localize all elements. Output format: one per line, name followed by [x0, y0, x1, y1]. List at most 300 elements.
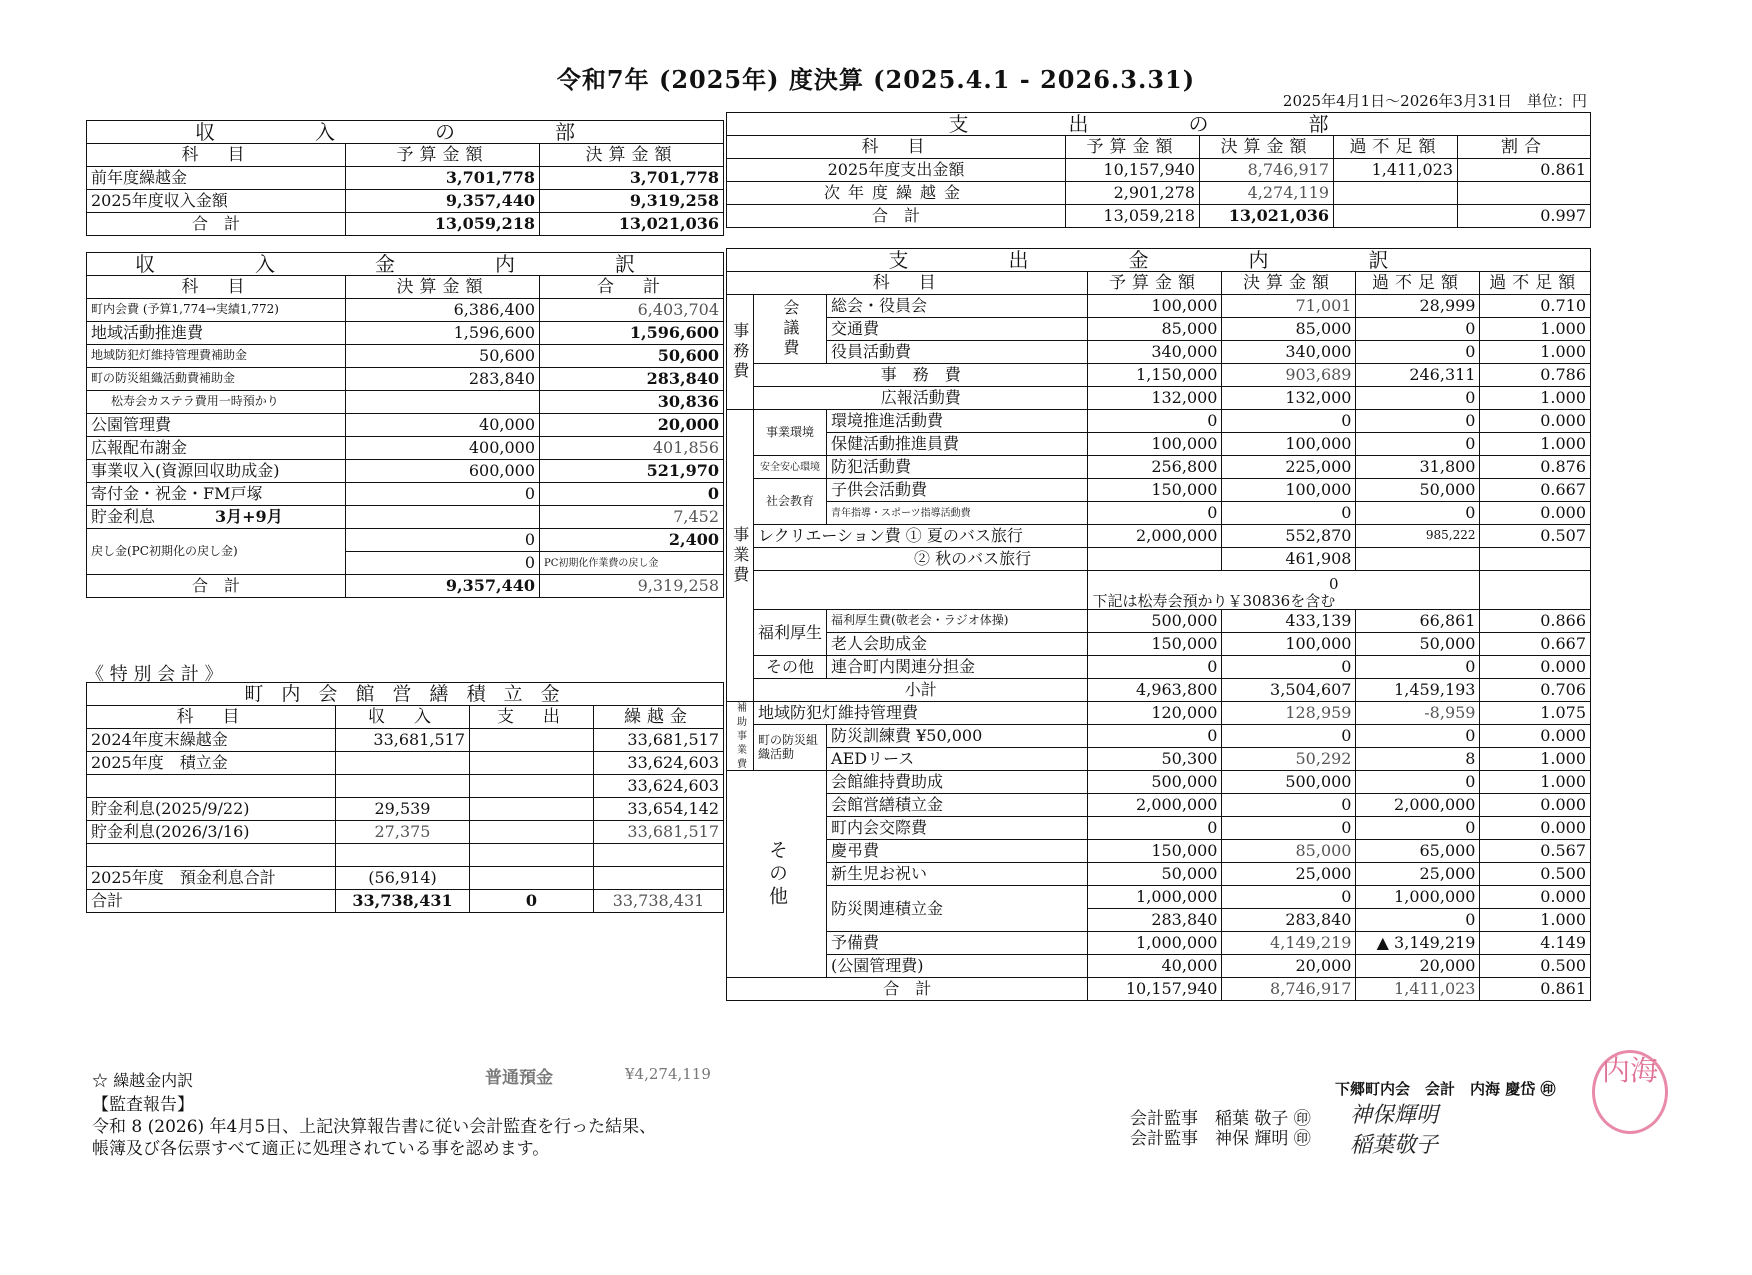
cell-value: 33,738,431 — [336, 890, 470, 913]
cell-label: AEDリース — [827, 748, 1088, 771]
cell-value: 600,000 — [346, 460, 540, 483]
cell-label: 青年指導・スポーツ指導活動費 — [827, 502, 1088, 525]
cell-value: 50,292 — [1222, 748, 1356, 771]
cell-label: 2025年度支出金額 — [727, 159, 1066, 182]
table-row — [87, 798, 724, 821]
cell-value: 1.000 — [1480, 748, 1591, 771]
cell-label: 貯金利息(2025/9/22) — [87, 798, 336, 821]
table-row — [87, 391, 724, 414]
cell-value: 10,157,940 — [1066, 159, 1200, 182]
page-title: 令和7年 (2025年) 度決算 (2025.4.1 - 2026.3.31) — [556, 65, 1196, 94]
table-row — [727, 182, 1591, 205]
cell-value: 0.861 — [1458, 159, 1591, 182]
table-row — [727, 571, 1591, 610]
cell-label: 松寿会カステラ費用一時預かり — [87, 391, 346, 414]
table-row — [87, 460, 724, 483]
cell-value: 1,411,023 — [1356, 978, 1480, 1001]
cell-label: 寄付金・祝金・FM戸塚 — [87, 483, 346, 506]
cell-value: 0.000 — [1480, 656, 1591, 679]
col-header: 予算金額 — [1088, 272, 1222, 295]
cell-label: 公園管理費 — [87, 414, 346, 437]
cell-value: 100,000 — [1222, 433, 1356, 456]
cell-value — [470, 752, 594, 775]
table-row — [87, 368, 724, 391]
table-row — [727, 525, 1591, 548]
cell-value: 0 — [1328, 575, 1339, 593]
cell-value: 4,963,800 — [1088, 679, 1222, 702]
cell-value — [1088, 548, 1222, 571]
table-row — [727, 633, 1591, 656]
cell-value: 50,600 — [346, 345, 540, 368]
cell-value: 50,000 — [1356, 479, 1480, 502]
cell-value: 0 — [1356, 502, 1480, 525]
category-label: 福利厚生 — [754, 610, 827, 656]
cell-value: 1,459,193 — [1356, 679, 1480, 702]
cell-value: 0.861 — [1480, 978, 1591, 1001]
cell-value: 1.000 — [1480, 341, 1591, 364]
table-row — [727, 502, 1591, 525]
cell-value: 85,000 — [1222, 318, 1356, 341]
cell-value: 9,357,440 — [346, 190, 540, 213]
table-row — [87, 821, 724, 844]
cell-value: 13,059,218 — [1066, 205, 1200, 228]
auditor1-signature: 会計監事 稲葉 敬子 ㊞ — [1130, 1109, 1311, 1129]
table-row — [727, 725, 1591, 748]
cell-value — [336, 844, 470, 867]
expense-detail-table — [726, 248, 1591, 1001]
cell-label: 防災訓練費 ¥50,000 — [827, 725, 1088, 748]
cell-label: 子供会活動費 — [827, 479, 1088, 502]
cell-label: 連合町内関連分担金 — [827, 656, 1088, 679]
cell-value: 150,000 — [1088, 479, 1222, 502]
cell-value: 2,400 — [540, 529, 724, 552]
audit-line2: 帳簿及び各伝票すべて適正に処理されている事を認めます。 — [92, 1139, 550, 1159]
cell-value: 340,000 — [1088, 341, 1222, 364]
interest-note: 3月+9月 — [215, 507, 283, 527]
cell-label: 地域活動推進費 — [87, 322, 346, 345]
special-heading: 《 特 別 会 計 》 — [86, 664, 223, 685]
table-row — [87, 414, 724, 437]
cell-value: 500,000 — [1088, 610, 1222, 633]
table-row — [727, 205, 1591, 228]
col-header: 予算金額 — [346, 144, 540, 167]
cell-label: 戻し金(PC初期化の戻し金) — [87, 529, 346, 575]
cell-value: 0 — [1356, 909, 1480, 932]
cell-value: 401,856 — [540, 437, 724, 460]
cell-value — [470, 867, 594, 890]
table-row — [727, 295, 1591, 318]
cell-value: 0 — [1356, 725, 1480, 748]
cell-value: 0.500 — [1480, 863, 1591, 886]
cell-value: ▲ 3,149,219 — [1356, 932, 1480, 955]
cell-value: 33,681,517 — [594, 729, 724, 752]
cell-label: 新生児お祝い — [827, 863, 1088, 886]
cell-label: 前年度繰越金 — [87, 167, 346, 190]
table-row — [727, 702, 1591, 725]
cell-label: レクリエーション費 ① 夏のバス旅行 — [754, 525, 1088, 548]
cell-label: 2025年度 積立金 — [87, 752, 336, 775]
cell-label: 防災関連積立金 — [827, 886, 1088, 932]
cell-label: 2025年度 預金利息合計 — [87, 867, 336, 890]
cell-value: 150,000 — [1088, 633, 1222, 656]
cell-label: 2025年度収入金額 — [87, 190, 346, 213]
category-label: その他 — [727, 771, 827, 978]
cell-value: 85,000 — [1088, 318, 1222, 341]
cell-value — [336, 775, 470, 798]
table-row — [87, 167, 724, 190]
cell-value: 28,999 — [1356, 295, 1480, 318]
table-row — [727, 387, 1591, 410]
cell-value: 0 — [1222, 502, 1356, 525]
cell-value: 150,000 — [1088, 840, 1222, 863]
cell-value: 0 — [1222, 794, 1356, 817]
cell-value: 9,319,258 — [540, 575, 724, 598]
cell-value: 400,000 — [346, 437, 540, 460]
table-row — [727, 456, 1591, 479]
table-row — [727, 840, 1591, 863]
cell-value — [346, 391, 540, 414]
income-detail-heading: 収 入 金 内 訳 — [87, 253, 724, 276]
col-header: 科 目 — [87, 276, 346, 299]
cell-value: 30,836 — [540, 391, 724, 414]
cell-value: 1,000,000 — [1088, 886, 1222, 909]
auditor2-signature: 会計監事 神保 輝明 ㊞ — [1130, 1129, 1311, 1149]
table-row — [87, 437, 724, 460]
cell-value: 0.500 — [1480, 955, 1591, 978]
col-header: 科 目 — [87, 706, 336, 729]
cell-label: 会館維持費助成 — [827, 771, 1088, 794]
cell-label: (公園管理費) — [827, 955, 1088, 978]
cell-value: 0 — [346, 483, 540, 506]
cell-value: 33,624,603 — [594, 752, 724, 775]
cell-value: 13,021,036 — [1200, 205, 1334, 228]
cell-value: 0 — [1356, 433, 1480, 456]
table-row — [727, 479, 1591, 502]
col-header: 科 目 — [727, 272, 1088, 295]
cell-label: 交通費 — [827, 318, 1088, 341]
cell-value: (56,914) — [336, 867, 470, 890]
cell-value: 2,000,000 — [1088, 794, 1222, 817]
expense-summary-table — [726, 112, 1591, 228]
table-row — [727, 364, 1591, 387]
cell-value: 0 — [1356, 341, 1480, 364]
table-row — [727, 794, 1591, 817]
cell-label — [754, 571, 1088, 610]
cell-value — [594, 844, 724, 867]
cell-label: 合 計 — [87, 575, 346, 598]
cell-note: PC初期化作業費の戻し金 — [540, 552, 724, 575]
handwritten-signature: 神保輝明 — [1350, 1103, 1439, 1128]
col-header: 支 出 — [470, 706, 594, 729]
cell-value: 0.706 — [1480, 679, 1591, 702]
cell-label: 老人会助成金 — [827, 633, 1088, 656]
cell-value: 8,746,917 — [1222, 978, 1356, 1001]
cell-value: 1.000 — [1480, 771, 1591, 794]
special-table — [86, 682, 724, 913]
cell-value: 0 — [1222, 817, 1356, 840]
table-row — [727, 656, 1591, 679]
col-header: 繰越金 — [594, 706, 724, 729]
cell-value: 4,274,119 — [1200, 182, 1334, 205]
cell-label: 福利厚生費(敬老会・ラジオ体操) — [827, 610, 1088, 633]
cell-value — [594, 867, 724, 890]
cell-value: 0.866 — [1480, 610, 1591, 633]
cell-label: 事 務 費 — [754, 364, 1088, 387]
table-row — [727, 955, 1591, 978]
cell-value: 4,149,219 — [1222, 932, 1356, 955]
cell-value — [1356, 548, 1480, 571]
table-row — [87, 345, 724, 368]
table-row — [87, 322, 724, 345]
income-summary-table — [86, 120, 724, 236]
category-label: 安全安心環境 — [754, 456, 827, 479]
cell-value: 0.667 — [1480, 479, 1591, 502]
cell-label: 町の防災組織活動費補助金 — [87, 368, 346, 391]
table-row — [87, 867, 724, 890]
cell-value: 128,959 — [1222, 702, 1356, 725]
cell-value: 0 — [540, 483, 724, 506]
cell-value: 25,000 — [1222, 863, 1356, 886]
cell-value: 1,596,600 — [346, 322, 540, 345]
cell-label — [87, 844, 336, 867]
table-row — [87, 213, 724, 236]
cell-value: 3,504,607 — [1222, 679, 1356, 702]
cell-label — [87, 775, 336, 798]
cell-value: 2,000,000 — [1356, 794, 1480, 817]
cell-value: 33,738,431 — [594, 890, 724, 913]
cell-label: 会館営繕積立金 — [827, 794, 1088, 817]
table-row — [87, 299, 724, 322]
category-label: 事業環境 — [754, 410, 827, 456]
cell-value: 0.000 — [1480, 886, 1591, 909]
cell-value — [470, 821, 594, 844]
cell-value: 13,059,218 — [346, 213, 540, 236]
cell-value: 33,624,603 — [594, 775, 724, 798]
carryover-amount: ¥4,274,119 — [625, 1065, 711, 1083]
cell-value: 40,000 — [1088, 955, 1222, 978]
table-row — [727, 886, 1591, 909]
cell-value — [470, 729, 594, 752]
cell-value: 521,970 — [540, 460, 724, 483]
seal-stamp: 内海 — [1592, 1050, 1668, 1134]
special-subheading: 町 内 会 館 営 繕 積 立 金 — [87, 683, 724, 706]
cell-value — [1334, 182, 1458, 205]
cell-value: 2,000,000 — [1088, 525, 1222, 548]
cell-label: 小計 — [754, 679, 1088, 702]
cell-value: 100,000 — [1222, 479, 1356, 502]
cell-value — [1334, 205, 1458, 228]
cell-value: 4.149 — [1480, 932, 1591, 955]
cell-value: 1.000 — [1480, 433, 1591, 456]
cell-value: 31,800 — [1356, 456, 1480, 479]
period-unit: 2025年4月1日～2026年3月31日 単位：円 — [1282, 92, 1587, 110]
table-row — [87, 506, 724, 529]
cell-value: 0 — [1222, 410, 1356, 433]
cell-label: 防犯活動費 — [827, 456, 1088, 479]
cell-value: 0 — [1356, 387, 1480, 410]
table-row — [727, 318, 1591, 341]
cell-value: 0.000 — [1480, 794, 1591, 817]
cell-value: 461,908 — [1222, 548, 1356, 571]
cell-label: 2024年度末繰越金 — [87, 729, 336, 752]
category-label: 事業費 — [727, 410, 754, 702]
cell-value: 0 — [1088, 725, 1222, 748]
cell-label: 貯金利息 — [91, 507, 156, 527]
cell-value: 3,701,778 — [346, 167, 540, 190]
cell-value: 246,311 — [1356, 364, 1480, 387]
cell-value: 0 — [1356, 656, 1480, 679]
category-label: 町の防災組織活動 — [754, 725, 827, 771]
cell-value: 132,000 — [1222, 387, 1356, 410]
table-row — [87, 752, 724, 775]
cell-label: ② 秋のバス旅行 — [754, 548, 1088, 571]
audit-heading: 【監査報告】 — [92, 1095, 194, 1115]
cell-value: 552,870 — [1222, 525, 1356, 548]
audit-line1: 令和 8 (2026) 年4月5日、上記決算報告書に従い会計監査を行った結果、 — [92, 1117, 657, 1137]
cell-value: 0 — [346, 529, 540, 552]
carryover-label: ☆ 繰越金内訳 — [92, 1071, 194, 1090]
cell-value: 6,403,704 — [540, 299, 724, 322]
col-header: 割合 — [1458, 136, 1591, 159]
cell-value: 0 — [1088, 410, 1222, 433]
cell-value — [1458, 182, 1591, 205]
cell-value: 13,021,036 — [540, 213, 724, 236]
cell-value: 0.567 — [1480, 840, 1591, 863]
col-header: 科 目 — [87, 144, 346, 167]
cell-value: 0.000 — [1480, 817, 1591, 840]
cell-value: 40,000 — [346, 414, 540, 437]
rec-note: 下記は松寿会預かり￥30836を含む — [1092, 591, 1336, 610]
cell-value: 0.876 — [1480, 456, 1591, 479]
table-row — [87, 844, 724, 867]
cell-value: 0 — [1356, 318, 1480, 341]
cell-label: 役員活動費 — [827, 341, 1088, 364]
cell-value: 340,000 — [1222, 341, 1356, 364]
cell-value: 29,539 — [336, 798, 470, 821]
cell-value: 225,000 — [1222, 456, 1356, 479]
cell-value: 0 — [1088, 502, 1222, 525]
cell-label: 環境推進活動費 — [827, 410, 1088, 433]
cell-value: 283,840 — [1088, 909, 1222, 932]
cell-label: 地域防犯灯維持管理費 — [754, 702, 1088, 725]
table-row — [87, 483, 724, 506]
cell-label: 合 計 — [87, 213, 346, 236]
cell-value: 33,681,517 — [594, 821, 724, 844]
cell-value: 0.710 — [1480, 295, 1591, 318]
treasurer-signature: 下郷町内会 会計 内海 慶岱 ㊞ — [1335, 1080, 1556, 1098]
cell-value: 283,840 — [540, 368, 724, 391]
cell-value: 33,681,517 — [336, 729, 470, 752]
cell-value: 0.667 — [1480, 633, 1591, 656]
cell-value: 1.075 — [1480, 702, 1591, 725]
cell-value: 0.997 — [1458, 205, 1591, 228]
expense-heading: 支 出 の 部 — [727, 113, 1591, 136]
table-row — [87, 575, 724, 598]
cell-value: 9,357,440 — [346, 575, 540, 598]
col-header: 過不足額 — [1334, 136, 1458, 159]
cell-value: 433,139 — [1222, 610, 1356, 633]
cell-value: 100,000 — [1222, 633, 1356, 656]
col-header: 合 計 — [540, 276, 724, 299]
cell-value: 50,000 — [1356, 633, 1480, 656]
cell-value: 0 — [1222, 886, 1356, 909]
cell-value: 0 — [1356, 771, 1480, 794]
cell-label: 合計 — [87, 890, 336, 913]
cell-value: 66,861 — [1356, 610, 1480, 633]
cell-label: 合 計 — [727, 205, 1066, 228]
cell-value: 0 — [1222, 725, 1356, 748]
col-header: 過不足額 — [1480, 272, 1591, 295]
cell-value: 0.000 — [1480, 725, 1591, 748]
table-row — [727, 548, 1591, 571]
cell-label: 合 計 — [727, 978, 1088, 1001]
cell-value — [470, 844, 594, 867]
cell-value: 50,600 — [540, 345, 724, 368]
carryover-account: 普通預金 — [485, 1068, 553, 1088]
cell-label: 町内会費 (予算1,774→実績1,772) — [87, 299, 346, 322]
cell-value: 3,701,778 — [540, 167, 724, 190]
table-row — [727, 771, 1591, 794]
cell-value: 50,300 — [1088, 748, 1222, 771]
cell-value: 0 — [1356, 410, 1480, 433]
cell-value — [470, 798, 594, 821]
cell-value: 9,319,258 — [540, 190, 724, 213]
cell-label: 貯金利息(2026/3/16) — [87, 821, 336, 844]
cell-value: 985,222 — [1356, 525, 1480, 548]
cell-value — [1480, 548, 1591, 571]
cell-value: 0 — [1088, 656, 1222, 679]
cell-value: 33,654,142 — [594, 798, 724, 821]
cell-value: 500,000 — [1088, 771, 1222, 794]
cell-value: 100,000 — [1088, 295, 1222, 318]
cell-label: 事業収入(資源回収助成金) — [87, 460, 346, 483]
category-label: 補助事業費 — [727, 702, 754, 771]
cell-label: 広報配布謝金 — [87, 437, 346, 460]
cell-value: 8 — [1356, 748, 1480, 771]
cell-value — [470, 775, 594, 798]
income-detail-table — [86, 252, 724, 598]
cell-value: 1.000 — [1480, 387, 1591, 410]
table-row — [727, 410, 1591, 433]
table-row — [727, 863, 1591, 886]
cell-value: 100,000 — [1088, 433, 1222, 456]
col-header: 収 入 — [336, 706, 470, 729]
cell-value: 8,746,917 — [1200, 159, 1334, 182]
col-header: 科 目 — [727, 136, 1066, 159]
cell-value: 120,000 — [1088, 702, 1222, 725]
category-label: 事務費 — [727, 295, 754, 410]
cell-value: 0.000 — [1480, 410, 1591, 433]
cell-value: 50,000 — [1088, 863, 1222, 886]
cell-value: 71,001 — [1222, 295, 1356, 318]
cell-value: 10,157,940 — [1088, 978, 1222, 1001]
cell-value: 7,452 — [540, 506, 724, 529]
cell-value: 85,000 — [1222, 840, 1356, 863]
table-row — [727, 341, 1591, 364]
cell-value: 1,000,000 — [1088, 932, 1222, 955]
cell-value: 0.507 — [1480, 525, 1591, 548]
table-row — [727, 748, 1591, 771]
cell-label: 広報活動費 — [754, 387, 1088, 410]
cell-value: 0 — [1088, 817, 1222, 840]
cell-value: 283,840 — [1222, 909, 1356, 932]
table-row — [87, 529, 724, 552]
table-row — [87, 729, 724, 752]
col-header: 過不足額 — [1356, 272, 1480, 295]
cell-label: 保健活動推進員費 — [827, 433, 1088, 456]
table-row — [87, 775, 724, 798]
cell-value: 256,800 — [1088, 456, 1222, 479]
